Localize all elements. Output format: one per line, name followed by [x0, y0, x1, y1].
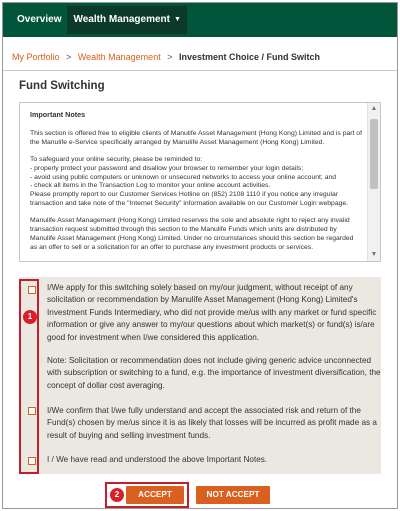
declaration-checkbox-1[interactable] — [28, 286, 36, 294]
divider — [3, 70, 397, 71]
nav-wealth-management[interactable] — [67, 6, 186, 34]
notes-paragraph: - check all items in the Transaction Log to monitor your online account activities. — [30, 182, 271, 190]
nav-wealth-management-label: Wealth Management — [73, 14, 170, 25]
declaration-checkbox-3[interactable] — [28, 457, 36, 465]
notes-paragraph: - properly protect your password and disallow your browser to remember your login details; — [30, 164, 304, 172]
top-navigation — [3, 3, 397, 37]
nav-overview-label: Overview — [17, 14, 62, 25]
notes-paragraph: - avoid using public computers or unknown or unsecured networks to access your online account; and — [30, 173, 337, 181]
annotation-badge-1: 1 — [23, 310, 37, 324]
breadcrumb-my-portfolio[interactable]: My Portfolio — [12, 52, 60, 62]
notes-paragraph: To safeguard your online security, please be reminded to: — [30, 155, 203, 163]
scroll-down-icon[interactable]: ▼ — [370, 251, 378, 258]
important-notes-content — [30, 111, 362, 261]
page-title: Fund Switching — [19, 80, 105, 92]
declaration-checkbox-2[interactable] — [28, 407, 36, 415]
important-notes-box[interactable] — [19, 102, 381, 262]
breadcrumb-separator: > — [66, 52, 72, 62]
nav-overview[interactable] — [11, 7, 67, 33]
chevron-down-icon: ▼ — [173, 16, 181, 23]
declaration-item-1: I/We apply for this switching solely based on my/our judgment, without receipt of any solicitation or recommendation by Manulife Asset Management (Hong Kong) Limited's Investment Funds Intermediary, who did not provide me/us with any market or fund specific information or give any answer to my/our questions about which market(s) or fund(s) is/are good for investment when I/we considered this application. — [47, 283, 377, 342]
breadcrumb-wealth-management[interactable]: Wealth Management — [77, 52, 161, 62]
scrollbar-thumb[interactable] — [370, 119, 378, 189]
breadcrumb-separator: > — [167, 52, 173, 62]
declaration-item-2: I/We confirm that I/we fully understand and accept the associated risk and return of the Fund(s) chosen by me/us since it is as likely that losses will be incurred as profit made as a result of buying and selling investment funds. — [47, 406, 377, 440]
not-accept-button[interactable]: NOT ACCEPT — [196, 486, 270, 504]
declaration-note: Note: Solicitation or recommendation does not include giving generic advice unconnected with subscription or switching to a fund, e.g. the importance of investment diversification, the concept of dollar cost averaging. — [47, 356, 381, 390]
declaration-item-3: I / We have read and understood the above Important Notes. — [47, 455, 268, 464]
accept-button[interactable]: ACCEPT — [126, 486, 184, 504]
page-frame — [2, 2, 398, 509]
breadcrumb — [12, 52, 320, 62]
notes-scrollbar[interactable] — [367, 103, 380, 261]
notes-paragraph: This section is offered free to eligible clients of Manulife Asset Management (Hong Kong) Limited and is part of the Manulife e-Service specifically arranged by Manulife Asset Management (Hong Kong) Limited. — [30, 129, 362, 146]
notes-heading: Important Notes — [30, 110, 86, 119]
scroll-up-icon[interactable]: ▲ — [370, 105, 378, 112]
checkbox-highlight-box — [19, 279, 39, 474]
breadcrumb-current: Investment Choice / Fund Switch — [179, 52, 321, 62]
notes-paragraph: Please promptly report to our Customer Services Hotline on (852) 2108 1110 if you notice any irregular transaction and take note of the "Internet Security" information available on our Customer Login webpage. — [30, 191, 349, 208]
annotation-badge-2: 2 — [110, 488, 124, 502]
notes-paragraph: Manulife Asset Management (Hong Kong) Limited reserves the sole and absolute right to reject any invalid transaction request submitted through this section to the Manulife Funds which units are distributed by Manulife Asset Management (Hong Kong) Limited. Under no circumstances should this section be regarded as an offer to sell or a solicitation for an offer to purchase any investment products or services. — [30, 217, 354, 251]
